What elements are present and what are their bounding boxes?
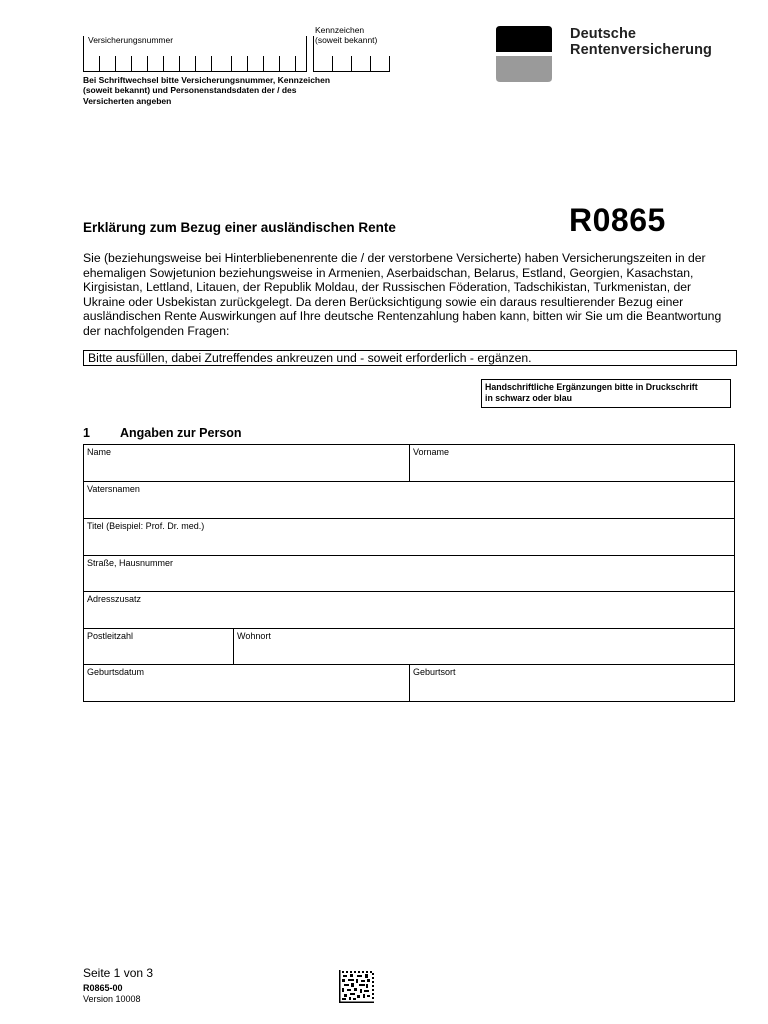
version-number: Version 10008 <box>83 994 141 1004</box>
handwriting-note-line2: in schwarz oder blau <box>485 392 573 403</box>
section-title: Angaben zur Person <box>120 426 242 440</box>
form-title: Erklärung zum Bezug einer ausländischen Rente <box>83 220 396 235</box>
wohnort-field[interactable] <box>234 629 735 664</box>
adresszusatz-field[interactable] <box>84 592 735 628</box>
person-data-table <box>83 444 735 702</box>
fill-instruction-text: Bitte ausfüllen, dabei Zutreffendes ankreuzen und - soweit erforderlich - ergänzen. <box>88 351 532 365</box>
postleitzahl-label: Postleitzahl <box>87 631 134 641</box>
strasse-field[interactable] <box>84 556 735 591</box>
adresszusatz-label: Adresszusatz <box>87 594 142 604</box>
logo-text-line2: Rentenversicherung <box>570 42 713 58</box>
titel-label: Titel (Beispiel: Prof. Dr. med.) <box>87 521 205 531</box>
hint-line1: Bei Schriftwechsel bitte Versicherungsnummer, Kennzeichen <box>83 75 331 85</box>
kz-label-line1: Kennzeichen <box>315 25 365 35</box>
name-label: Name <box>87 447 112 457</box>
fill-instruction-box <box>83 350 737 366</box>
intro-text: Sie (beziehungsweise bei Hinterbliebenenrente die / der verstorbene Versicherte) haben Versicherungszeiten in der ehemaligen Sowjetunion beziehungsweise in Armenien, Aserbaidschan, Belarus, Estland, Georgien, Kasachstan, Kirgisistan, Lettland, Litauen, der Republik Moldau, der Russischen Föderation, Tadschikistan, Turkmenistan, der Ukraine oder Usbekistan zurückgelegt. Da deren Berücksichtigung sowie ein daraus resultierender Bezug einer ausländischen Rente Auswirkungen auf Ihre deutsche Rentenzahlung haben kann, bitten wir Sie um die Beantwortung der nachfolgenden Fragen: <box>83 251 722 338</box>
wohnort-label: Wohnort <box>237 631 271 641</box>
geburtsort-label: Geburtsort <box>413 667 456 677</box>
titel-field[interactable] <box>84 519 735 555</box>
kz-label-line2: (soweit bekannt) <box>315 35 378 45</box>
logo-text-line1: Deutsche <box>570 26 637 42</box>
kz-input-boxes[interactable] <box>313 36 390 72</box>
drv-logo-icon <box>496 26 552 82</box>
vorname-label: Vorname <box>413 447 450 457</box>
datamatrix-code-icon <box>339 970 374 1003</box>
vorname-field[interactable] <box>410 445 735 481</box>
section-number: 1 <box>83 426 90 440</box>
vatersnamen-field[interactable] <box>84 482 735 518</box>
page-indicator: Seite 1 von 3 <box>83 966 154 980</box>
vatersnamen-label: Vatersnamen <box>87 484 140 494</box>
drv-logo <box>496 26 713 82</box>
geburtsdatum-label: Geburtsdatum <box>87 667 145 677</box>
hint-line3: Versicherten angeben <box>83 96 172 106</box>
form-code: R0865 <box>569 202 666 238</box>
form-version-code: R0865-00 <box>83 983 123 993</box>
postleitzahl-field[interactable] <box>84 629 234 664</box>
vnr-label: Versicherungsnummer <box>88 35 174 45</box>
vnr-input-boxes[interactable] <box>83 36 307 72</box>
handwriting-note-box <box>481 379 731 408</box>
handwriting-note-line1: Handschriftliche Ergänzungen bitte in Druckschrift <box>485 382 698 392</box>
name-field[interactable] <box>84 445 410 481</box>
geburtsort-field[interactable] <box>410 665 735 701</box>
strasse-label: Straße, Hausnummer <box>87 558 174 568</box>
geburtsdatum-field[interactable] <box>84 665 410 701</box>
hint-line2: (soweit bekannt) und Personenstandsdaten der / des <box>83 85 297 95</box>
